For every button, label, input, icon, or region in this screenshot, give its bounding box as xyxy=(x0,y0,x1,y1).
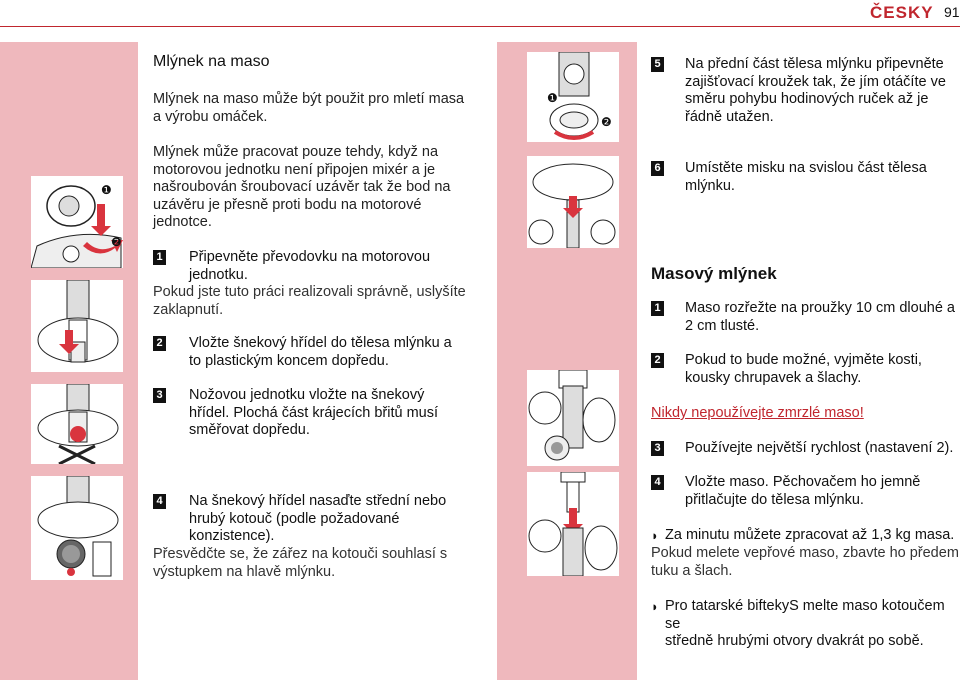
step-1-note: Pokud jste tuto práci realizovali správně, uslyšíte zaklapnutí. xyxy=(153,284,466,318)
callout-2: ❷ xyxy=(601,115,612,129)
step-number: 5 xyxy=(651,57,664,72)
step-6-text: Umístěte misku na svislou část tělesa mlýnku. xyxy=(685,160,927,194)
step-number: 3 xyxy=(153,388,166,403)
step-number: 1 xyxy=(651,301,664,316)
section-title-grinder: Mlýnek na maso xyxy=(153,53,270,70)
step-number: 2 xyxy=(651,353,664,368)
warning-frozen-meat: Nikdy nepoužívejte zmrzlé maso! xyxy=(651,405,864,421)
tip-2-text: Pro tatarské biftekyS melte maso kotoučem se středně hrubými otvory dvakrát po sobě. xyxy=(665,598,945,649)
step-2-text: Vložte šnekový hřídel do tělesa mlýnku a to plastickým koncem dopředu. xyxy=(189,335,452,369)
callout-1: ❶ xyxy=(547,91,558,105)
figure-locking-ring xyxy=(527,52,619,142)
callout-1: ❶ xyxy=(101,183,112,197)
meat-step-2-text: Pokud to bude možné, vyjměte kosti, kousky chrupavek a šlachy. xyxy=(685,352,922,386)
meat-step-4-text: Vložte maso. Pěchovačem ho jemně přitlačujte do tělesa mlýnku. xyxy=(685,474,921,508)
language-label: ČESKY xyxy=(870,3,934,22)
meat-step-1-text: Maso rozřežte na proužky 10 cm dlouhé a 2 cm tlusté. xyxy=(685,300,955,334)
step-3-text: Nožovou jednotku vložte na šnekový hřídel. Plochá část krájecích břitů musí směřovat dopředu. xyxy=(189,387,439,438)
step-number: 6 xyxy=(651,161,664,176)
step-number: 4 xyxy=(153,494,166,509)
step-5-text: Na přední část tělesa mlýnku připevněte zajišťovací kroužek tak, že jím otáčíte ve směru pohybu hodinových ruček až je řádně utažen. xyxy=(685,56,946,125)
figure-motor-unit xyxy=(31,176,123,268)
page-header xyxy=(0,0,960,26)
meat-step-3-text: Používejte největší rychlost (nastavení 2). xyxy=(685,440,954,456)
step-number: 3 xyxy=(651,441,664,456)
figure-cutting-disc xyxy=(31,476,123,580)
figure-gearbox-attach xyxy=(31,280,123,372)
intro-paragraph-2: Mlýnek může pracovat pouze tehdy, když na motorovou jednotku není připojen mixér a je našroubován šroubovací uzávěr tak že bod na uzávěru je přesně proti bodu na motorové jednotce. xyxy=(153,144,451,230)
step-number: 2 xyxy=(153,336,166,351)
tip-1-note: Pokud melete vepřové maso, zbavte ho předem tuku a šlach. xyxy=(651,545,959,579)
tip-bullet-icon: ◗ xyxy=(651,599,659,614)
callout-2: ❷ xyxy=(111,235,122,249)
step-number: 1 xyxy=(153,250,166,265)
header-rule xyxy=(0,26,960,27)
figure-pusher xyxy=(527,472,619,576)
step-1-text: Připevněte převodovku na motorovou jednotku. xyxy=(189,249,431,283)
tip-bullet-icon: ◗ xyxy=(651,528,659,543)
section-title-meat-grinder: Masový mlýnek xyxy=(651,264,777,283)
step-number: 4 xyxy=(651,475,664,490)
page-number: 91 xyxy=(944,4,960,20)
step-4-note: Přesvědčte se, že zářez na kotouči souhlasí s výstupkem na hlavě mlýnku. xyxy=(153,546,448,580)
intro-paragraph-1: Mlýnek na maso může být použit pro mletí masa a výrobu omáček. xyxy=(153,91,465,125)
tip-1-text: Za minutu můžete zpracovat až 1,3 kg masa. xyxy=(665,527,955,543)
step-4-text: Na šnekový hřídel nasaďte střední nebo hrubý kotouč (podle požadované konzistence). xyxy=(189,493,447,544)
figure-knife-unit xyxy=(31,384,123,464)
figure-bowl-tray xyxy=(527,156,619,248)
figure-grinder-assembled xyxy=(527,370,619,466)
